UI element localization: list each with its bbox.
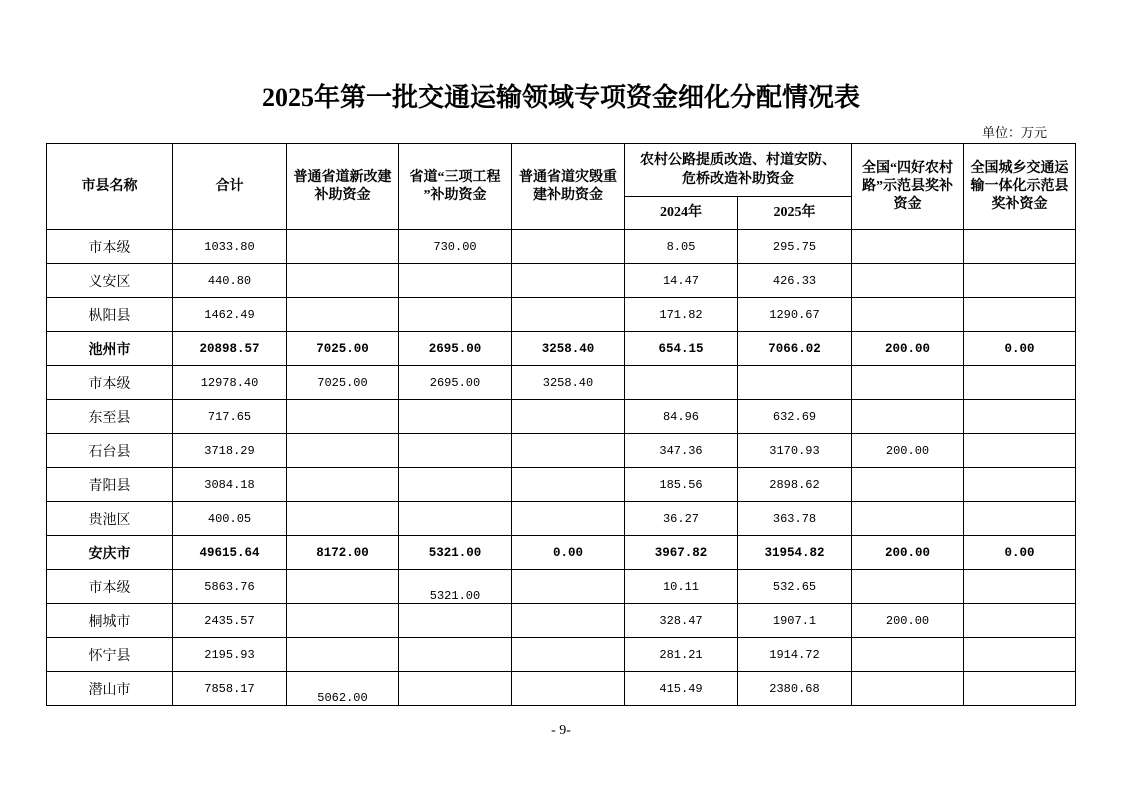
rural-2024-cell	[625, 332, 738, 366]
header-region	[47, 144, 173, 230]
rural-2025-cell	[738, 570, 852, 604]
provincial-road-new-cell	[287, 604, 399, 638]
total-cell	[173, 264, 287, 298]
header-text: ”补助资金	[423, 187, 487, 203]
cell-value: 8172.00	[316, 545, 369, 560]
disaster-rebuild-cell	[512, 230, 625, 264]
disaster-rebuild-cell	[512, 536, 625, 570]
rural-2025-cell	[738, 672, 852, 706]
total-cell	[173, 468, 287, 502]
four-good-cell	[852, 638, 964, 672]
table-row	[47, 264, 1076, 298]
table-row	[47, 434, 1076, 468]
region-name-cell: 义安区	[47, 264, 173, 298]
cell-value: 1462.49	[204, 307, 255, 322]
header-text: 资金	[893, 196, 922, 212]
header-row	[47, 144, 1076, 197]
total-cell	[173, 400, 287, 434]
cell-value: 532.65	[772, 579, 817, 594]
cell-value: 7025.00	[316, 341, 369, 356]
integration-cell	[964, 570, 1076, 604]
four-good-cell	[852, 468, 964, 502]
header-text: 建补助资金	[533, 187, 603, 203]
three-projects-cell	[399, 502, 512, 536]
cell-value: 400.05	[207, 511, 252, 526]
rural-2024-cell	[625, 604, 738, 638]
provincial-road-new-cell	[287, 536, 399, 570]
three-projects-cell	[399, 536, 512, 570]
cell-value: 654.15	[658, 341, 704, 356]
provincial-road-new-cell	[287, 638, 399, 672]
cell-value: 363.78	[772, 511, 817, 526]
region-name-cell: 枞阳县	[47, 298, 173, 332]
cell-value: 7066.02	[768, 341, 821, 356]
cell-value: 171.82	[659, 307, 703, 322]
region-name-cell: 安庆市	[47, 536, 173, 570]
integration-cell	[964, 672, 1076, 706]
cell-value: 200.00	[884, 341, 930, 356]
rural-2025-cell	[738, 502, 852, 536]
cell-value: 1914.72	[769, 647, 820, 662]
header-text: 普通省道灾毁重	[519, 169, 617, 185]
unit-label: 单位：万元	[982, 125, 1048, 140]
cell-value: 200.00	[884, 545, 930, 560]
header-text: 2024年	[660, 205, 702, 220]
cell-value: 2695.00	[429, 375, 481, 390]
disaster-rebuild-cell	[512, 468, 625, 502]
four-good-cell	[852, 604, 964, 638]
three-projects-cell	[399, 230, 512, 264]
provincial-road-new-cell	[287, 400, 399, 434]
four-good-cell	[852, 264, 964, 298]
four-good-cell	[852, 570, 964, 604]
region-name-cell: 石台县	[47, 434, 173, 468]
cell-value: 415.49	[659, 681, 703, 696]
cell-value: 347.36	[659, 443, 703, 458]
rural-2024-cell	[625, 400, 738, 434]
total-cell	[173, 502, 287, 536]
rural-2025-cell	[738, 638, 852, 672]
header-text: 补助资金	[314, 187, 371, 203]
total-cell	[173, 570, 287, 604]
header-text: 奖补资金	[991, 196, 1048, 212]
header-text: 普通省道新改建	[293, 169, 392, 185]
four-good-cell	[852, 332, 964, 366]
cell-value: 20898.57	[199, 341, 260, 356]
three-projects-cell	[399, 366, 512, 400]
provincial-road-new-cell	[287, 230, 399, 264]
header-text: 全国城乡交通运	[970, 160, 1069, 176]
three-projects-cell	[399, 672, 512, 706]
four-good-cell	[852, 366, 964, 400]
provincial-road-new-cell	[287, 298, 399, 332]
cell-value: 295.75	[772, 239, 817, 254]
cell-value: 36.27	[662, 511, 699, 526]
cell-value: 717.65	[207, 409, 252, 424]
header-text: 合计	[215, 178, 244, 194]
three-projects-cell	[399, 638, 512, 672]
disaster-rebuild-cell	[512, 502, 625, 536]
three-projects-cell	[399, 332, 512, 366]
region-name-cell: 市本级	[47, 230, 173, 264]
header-four-good	[852, 144, 964, 230]
provincial-road-new-cell	[287, 468, 399, 502]
four-good-cell	[852, 672, 964, 706]
total-cell	[173, 604, 287, 638]
integration-cell	[964, 230, 1076, 264]
header-year-2025	[738, 197, 852, 230]
rural-2025-cell	[738, 332, 852, 366]
total-cell	[173, 230, 287, 264]
cell-value: 3084.18	[204, 477, 255, 492]
four-good-cell	[852, 536, 964, 570]
rural-2025-cell	[738, 604, 852, 638]
three-projects-cell	[399, 434, 512, 468]
cell-value: 200.00	[885, 443, 930, 458]
three-projects-cell	[399, 604, 512, 638]
subtotal-row	[47, 332, 1076, 366]
region-name-cell: 池州市	[47, 332, 173, 366]
cell-value: 3967.82	[654, 545, 708, 560]
provincial-road-new-cell	[287, 570, 399, 604]
cell-value: 2380.68	[769, 681, 820, 696]
rural-2024-cell	[625, 230, 738, 264]
cell-value: 5321.00	[428, 545, 482, 560]
cell-value: 49615.64	[199, 545, 260, 560]
four-good-cell	[852, 434, 964, 468]
region-name-cell: 贵池区	[47, 502, 173, 536]
disaster-rebuild-cell	[512, 672, 625, 706]
cell-value: 8.05	[666, 239, 696, 254]
header-provincial-road-new	[287, 144, 399, 230]
cell-value: 185.56	[659, 477, 703, 492]
rural-2024-cell	[625, 502, 738, 536]
cell-value: 84.96	[662, 409, 699, 424]
integration-cell	[964, 536, 1076, 570]
cell-value: 2195.93	[204, 647, 255, 662]
cell-value: 5062.00	[317, 690, 368, 705]
rural-2024-cell	[625, 570, 738, 604]
total-cell	[173, 536, 287, 570]
table-row	[47, 638, 1076, 672]
cell-value: 10.11	[662, 579, 699, 594]
three-projects-cell	[399, 264, 512, 298]
disaster-rebuild-cell	[512, 264, 625, 298]
header-three-projects	[399, 144, 512, 230]
header-text: 全国“四好农村	[862, 160, 953, 176]
cell-value: 7858.17	[204, 681, 255, 696]
cell-value: 3170.93	[769, 443, 820, 458]
subtotal-row	[47, 536, 1076, 570]
rural-2024-cell	[625, 366, 738, 400]
cell-value: 328.47	[659, 613, 703, 628]
rural-2025-cell	[738, 298, 852, 332]
integration-cell	[964, 332, 1076, 366]
header-year-2024	[625, 197, 738, 230]
table-row	[47, 298, 1076, 332]
region-name-cell: 东至县	[47, 400, 173, 434]
region-name-cell: 怀宁县	[47, 638, 173, 672]
rural-2024-cell	[625, 298, 738, 332]
three-projects-cell	[399, 570, 512, 604]
provincial-road-new-cell	[287, 672, 399, 706]
cell-value: 632.69	[772, 409, 817, 424]
cell-value: 3258.40	[541, 341, 595, 356]
cell-value: 2695.00	[428, 341, 482, 356]
table-row	[47, 604, 1076, 638]
header-text: 市县名称	[81, 178, 138, 194]
cell-value: 1907.1	[772, 613, 817, 628]
integration-cell	[964, 468, 1076, 502]
integration-cell	[964, 434, 1076, 468]
header-disaster-rebuild	[512, 144, 625, 230]
disaster-rebuild-cell	[512, 400, 625, 434]
table-row	[47, 502, 1076, 536]
rural-2024-cell	[625, 434, 738, 468]
four-good-cell	[852, 502, 964, 536]
cell-value: 2898.62	[769, 477, 820, 492]
cell-value: 0.00	[1004, 341, 1035, 356]
allocation-table	[46, 143, 1076, 706]
rural-2024-cell	[625, 468, 738, 502]
header-text: 危桥改造补助资金	[682, 172, 794, 187]
rural-2024-cell	[625, 672, 738, 706]
provincial-road-new-cell	[287, 366, 399, 400]
provincial-road-new-cell	[287, 434, 399, 468]
table-row	[47, 570, 1076, 604]
provincial-road-new-cell	[287, 502, 399, 536]
provincial-road-new-cell	[287, 264, 399, 298]
integration-cell	[964, 638, 1076, 672]
cell-value: 426.33	[772, 273, 817, 288]
integration-cell	[964, 298, 1076, 332]
total-cell	[173, 672, 287, 706]
rural-2024-cell	[625, 264, 738, 298]
cell-value: 5321.00	[429, 588, 481, 603]
rural-2024-cell	[625, 536, 738, 570]
cell-value: 0.00	[552, 545, 583, 560]
rural-2025-cell	[738, 434, 852, 468]
total-cell	[173, 332, 287, 366]
rural-2025-cell	[738, 366, 852, 400]
disaster-rebuild-cell	[512, 604, 625, 638]
cell-value: 12978.40	[200, 375, 259, 390]
total-cell	[173, 298, 287, 332]
header-text: 省道“三项工程	[409, 169, 501, 185]
four-good-cell	[852, 400, 964, 434]
disaster-rebuild-cell	[512, 298, 625, 332]
disaster-rebuild-cell	[512, 638, 625, 672]
total-cell	[173, 366, 287, 400]
region-name-cell: 潜山市	[47, 672, 173, 706]
total-cell	[173, 434, 287, 468]
provincial-road-new-cell	[287, 332, 399, 366]
document-title: 2025年第一批交通运输领域专项资金细化分配情况表	[261, 83, 860, 112]
table-row	[47, 230, 1076, 264]
three-projects-cell	[399, 400, 512, 434]
three-projects-cell	[399, 468, 512, 502]
integration-cell	[964, 502, 1076, 536]
rural-2025-cell	[738, 468, 852, 502]
table-body	[47, 230, 1076, 706]
table-row	[47, 672, 1076, 706]
header-text: 农村公路提质改造、村道安防、	[640, 153, 836, 168]
cell-value: 730.00	[433, 239, 477, 254]
cell-value: 3258.40	[542, 375, 594, 390]
integration-cell	[964, 366, 1076, 400]
four-good-cell	[852, 298, 964, 332]
header-total	[173, 144, 287, 230]
integration-cell	[964, 604, 1076, 638]
rural-2025-cell	[738, 264, 852, 298]
header-text: 路”示范县奖补	[862, 178, 953, 194]
cell-value: 200.00	[885, 613, 930, 628]
cell-value: 2435.57	[204, 613, 255, 628]
cell-value: 14.47	[662, 273, 699, 288]
cell-value: 1290.67	[769, 307, 820, 322]
page-number: - 9-	[551, 723, 571, 738]
disaster-rebuild-cell	[512, 366, 625, 400]
header-text: 2025年	[773, 205, 816, 220]
integration-cell	[964, 400, 1076, 434]
cell-value: 0.00	[1004, 545, 1035, 560]
four-good-cell	[852, 230, 964, 264]
table-row	[47, 366, 1076, 400]
cell-value: 440.80	[207, 273, 252, 288]
cell-value: 31954.82	[764, 545, 825, 560]
region-name-cell: 青阳县	[47, 468, 173, 502]
disaster-rebuild-cell	[512, 332, 625, 366]
table-row	[47, 468, 1076, 502]
cell-value: 3718.29	[204, 443, 255, 458]
cell-value: 1033.80	[204, 239, 255, 254]
three-projects-cell	[399, 298, 512, 332]
region-name-cell: 桐城市	[47, 604, 173, 638]
cell-value: 7025.00	[317, 375, 368, 390]
cell-value: 5863.76	[204, 579, 255, 594]
rural-2025-cell	[738, 400, 852, 434]
header-rural-road	[625, 144, 852, 197]
header-text: 输一体化示范县	[970, 178, 1069, 194]
region-name-cell: 市本级	[47, 366, 173, 400]
integration-cell	[964, 264, 1076, 298]
table-row	[47, 400, 1076, 434]
disaster-rebuild-cell	[512, 570, 625, 604]
total-cell	[173, 638, 287, 672]
rural-2025-cell	[738, 536, 852, 570]
disaster-rebuild-cell	[512, 434, 625, 468]
rural-2024-cell	[625, 638, 738, 672]
header-integration	[964, 144, 1076, 230]
cell-value: 281.21	[659, 647, 703, 662]
region-name-cell: 市本级	[47, 570, 173, 604]
rural-2025-cell	[738, 230, 852, 264]
